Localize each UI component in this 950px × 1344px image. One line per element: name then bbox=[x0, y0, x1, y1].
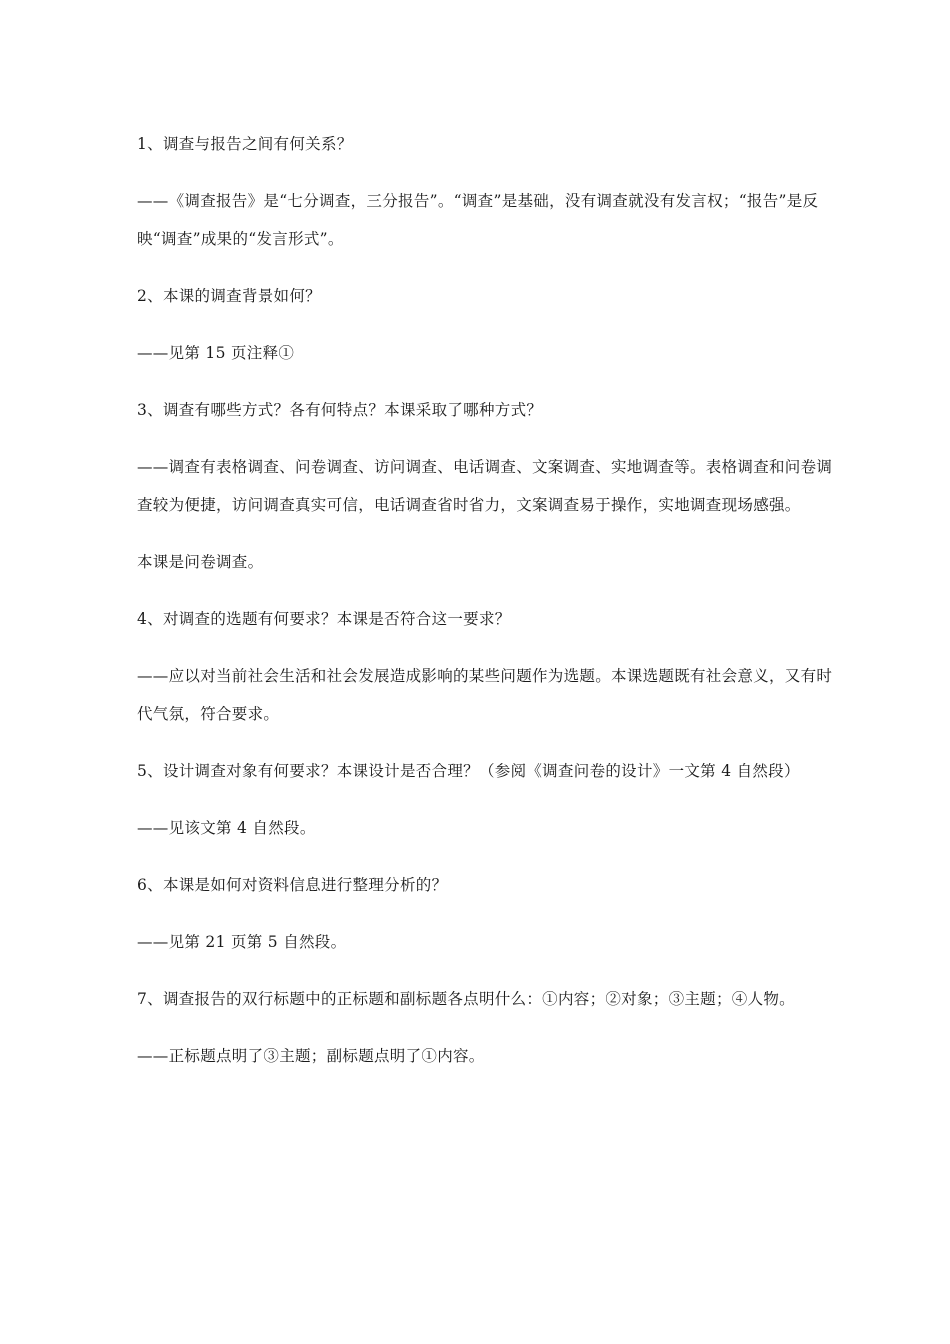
answer-7: ——正标题点明了③主题；副标题点明了①内容。 bbox=[137, 1047, 485, 1065]
question-3: 3、调查有哪些方式？各有何特点？本课采取了哪种方式？ bbox=[137, 401, 543, 419]
answer-3-note: 本课是问卷调查。 bbox=[137, 553, 264, 571]
question-5: 5、设计调查对象有何要求？本课设计是否合理？（参阅《调查问卷的设计》一文第 4 自然段） bbox=[137, 762, 800, 780]
answer-1: ——《调查报告》是“七分调查，三分报告”。“调查”是基础，没有调查就没有发言权；“报告”是反映“调查”成果的“发言形式”。 bbox=[137, 192, 819, 248]
question-4: 4、对调查的选题有何要求？本课是否符合这一要求？ bbox=[137, 610, 511, 628]
answer-2: ——见第 15 页注释① bbox=[137, 344, 295, 362]
question-1: 1、调查与报告之间有何关系？ bbox=[137, 135, 353, 153]
answer-3: ——调查有表格调查、问卷调查、访问调查、电话调查、文案调查、实地调查等。表格调查和问卷调查较为便捷，访问调查真实可信，电话调查省时省力，文案调查易于操作，实地调查现场感强。 bbox=[137, 458, 833, 514]
answer-5: ——见该文第 4 自然段。 bbox=[137, 819, 316, 837]
answer-6: ——见第 21 页第 5 自然段。 bbox=[137, 933, 347, 951]
question-6: 6、本课是如何对资料信息进行整理分析的？ bbox=[137, 876, 448, 894]
answer-4: ——应以对当前社会生活和社会发展造成影响的某些问题作为选题。本课选题既有社会意义，又有时代气氛，符合要求。 bbox=[137, 667, 833, 723]
question-2: 2、本课的调查背景如何？ bbox=[137, 287, 321, 305]
question-7: 7、调查报告的双行标题中的正标题和副标题各点明什么：①内容；②对象；③主题；④人物。 bbox=[137, 990, 795, 1008]
document-body bbox=[137, 125, 837, 1075]
